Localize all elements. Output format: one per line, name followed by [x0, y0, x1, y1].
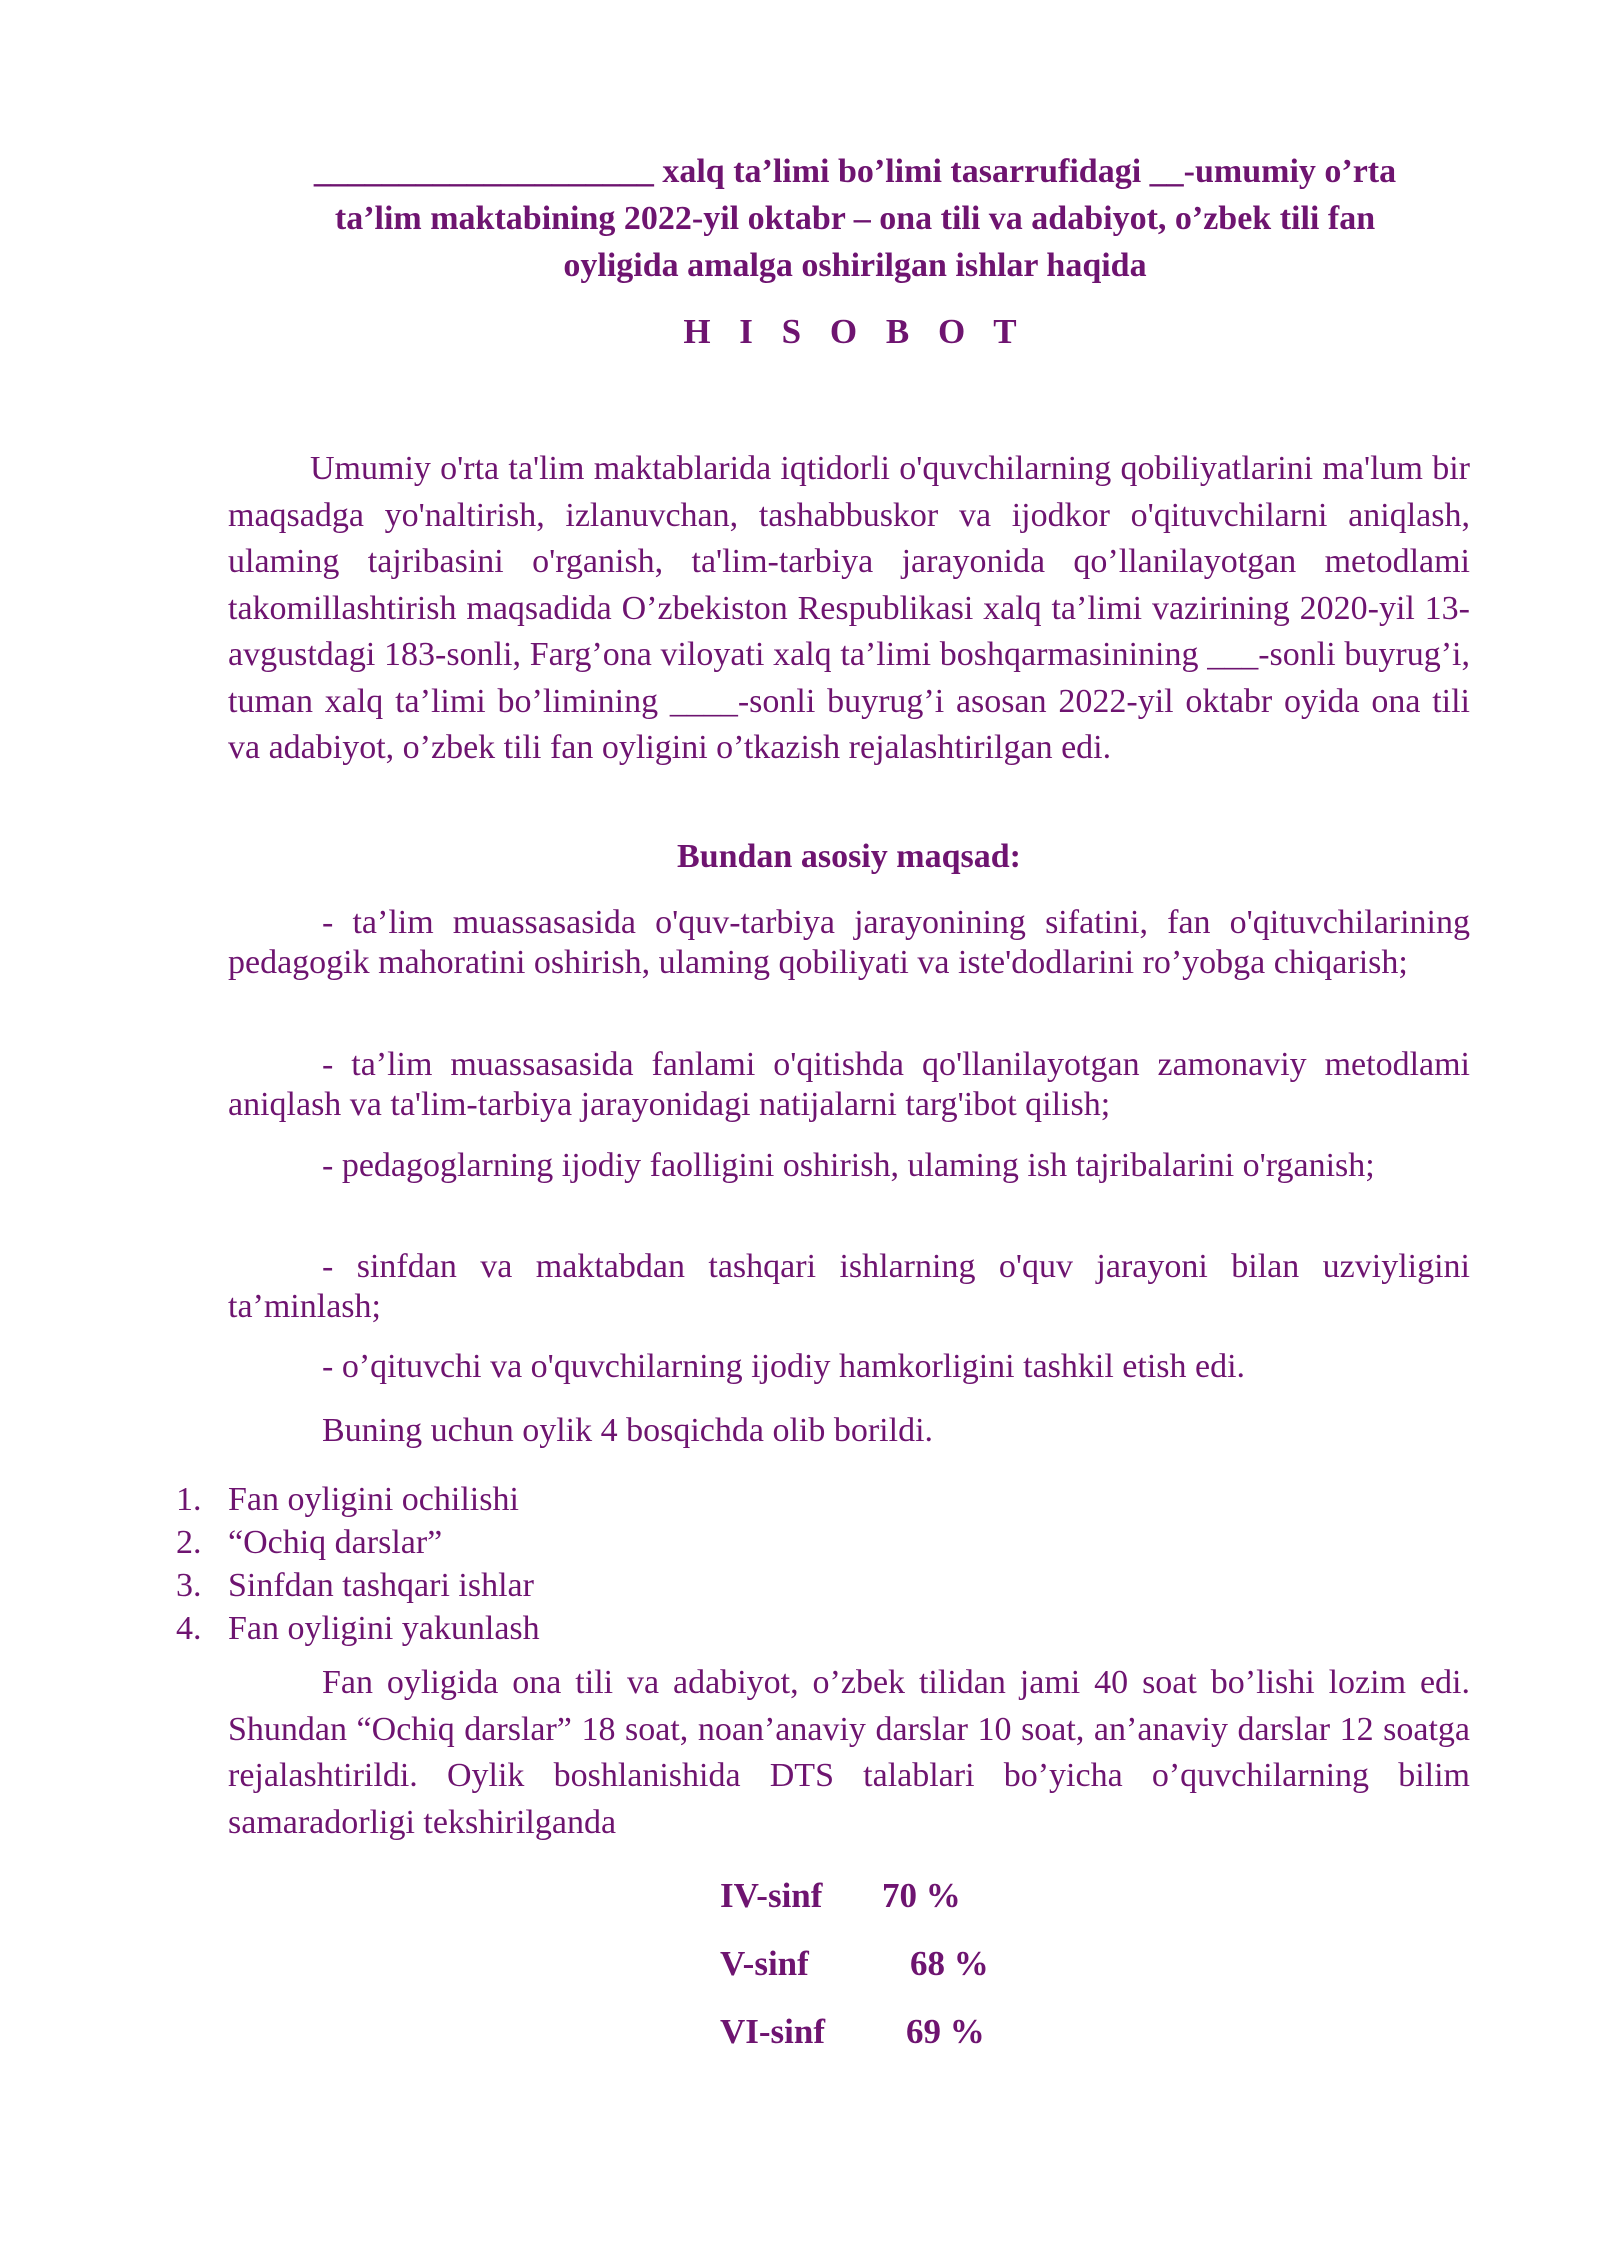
goal-item: - o’qituvchi va o'quvchilarning ijodiy hamkorligini tashkil etish edi.: [322, 1348, 1246, 1385]
list-item-number: 4.: [176, 1610, 202, 1647]
goal-item: - ta’lim muassasasida fanlami o'qitishda qo'llanilayotgan zamonaviy metodlami aniqlash va ta'lim-tarbiya jarayonidagi natijalarni targ'ibot qilish;: [228, 1046, 1470, 1123]
goals-heading: Bundan asosiy maqsad:: [677, 838, 1021, 875]
list-item-label: “Ochiq darslar”: [228, 1524, 443, 1561]
list-item-label: Fan oyligini yakunlash: [228, 1610, 540, 1647]
title-line-2: ta’lim maktabining 2022-yil oktabr – ona tili va adabiyot, o’zbek tili fan: [334, 200, 1376, 237]
stat-row: [720, 1930, 989, 1998]
stat-row: [720, 1862, 989, 1930]
list-item-number: 2.: [176, 1524, 202, 1561]
goal-item: - pedagoglarning ijodiy faolligini oshirish, ulaming ish tajribalarini o'rganish;: [322, 1147, 1375, 1184]
list-item: [176, 1564, 540, 1607]
goal-item: - ta’lim muassasasida o'quv-tarbiya jarayonining sifatini, fan o'qituvchilarining pedagogik mahoratini oshirish, ulaming qobiliyati va iste'dodlarini ro’yobga chiqarish;: [228, 904, 1470, 981]
stat-value: 68 %: [910, 1944, 989, 1983]
document-type-heading: H I S O B O T: [683, 312, 1027, 351]
list-item-number: 1.: [176, 1481, 202, 1518]
list-item-number: 3.: [176, 1567, 202, 1604]
hours-paragraph: Fan oyligida ona tili va adabiyot, o’zbek tilidan jami 40 soat bo’lishi lozim edi. Shundan “Ochiq darslar” 18 soat, noan’anaviy darslar 10 soat, an’anaviy darslar 12 soatga rejalashtirildi. Oylik boshlanishida DTS talablari bo’yicha o’quvchilarning bilim samaradorligi tekshirilganda: [228, 1664, 1470, 1841]
stat-value: 69 %: [906, 2012, 985, 2051]
stat-value: 70 %: [882, 1876, 961, 1915]
stat-grade: V-sinf: [720, 1944, 809, 1983]
grade-stats: [720, 1862, 989, 2066]
stages-intro: Buning uchun oylik 4 bosqichda olib borildi.: [322, 1412, 934, 1449]
list-item: [176, 1521, 540, 1564]
stat-row: [720, 1998, 989, 2066]
goal-item: - sinfdan va maktabdan tashqari ishlarning o'quv jarayoni bilan uzviyligini ta’minlash;: [228, 1248, 1470, 1325]
stat-grade: VI-sinf: [720, 2012, 826, 2051]
list-item-label: Fan oyligini ochilishi: [228, 1481, 519, 1518]
report-title: [230, 148, 1480, 289]
list-item: [176, 1607, 540, 1650]
intro-paragraph: Umumiy o'rta ta'lim maktablarida iqtidorli o'quvchilarning qobiliyatlarini ma'lum bir maqsadga yo'naltirish, izlanuvchan, tashabbuskor va ijodkor o'qituvchilarni aniqlash, ulaming tajribasini o'rganish, ta'lim-tarbiya jarayonida qo’llanilayotgan metodlami takomillashtirish maqsadida O’zbekiston Respublikasi xalq ta’limi vazirining 2020-yil 13-avgustdagi 183-sonli, Farg’ona viloyati xalq ta’limi boshqarmasinining ___-sonli buyrug’i, tuman xalq ta’limi bo’limining ____-sonli buyrug’i asosan 2022-yil oktabr oyida ona tili va adabiyot, o’zbek tili fan oyligini o’tkazish rejalashtirilgan edi.: [228, 450, 1470, 766]
list-item-label: Sinfdan tashqari ishlar: [228, 1567, 534, 1604]
stat-grade: IV-sinf: [720, 1876, 823, 1915]
stages-list: [176, 1478, 540, 1650]
title-line-3: oyligida amalga oshirilgan ishlar haqida: [563, 247, 1147, 284]
title-line-1: ____________________ xalq ta’limi bo’limi tasarrufidagi __-umumiy o’rta: [313, 153, 1397, 190]
list-item: [176, 1478, 540, 1521]
